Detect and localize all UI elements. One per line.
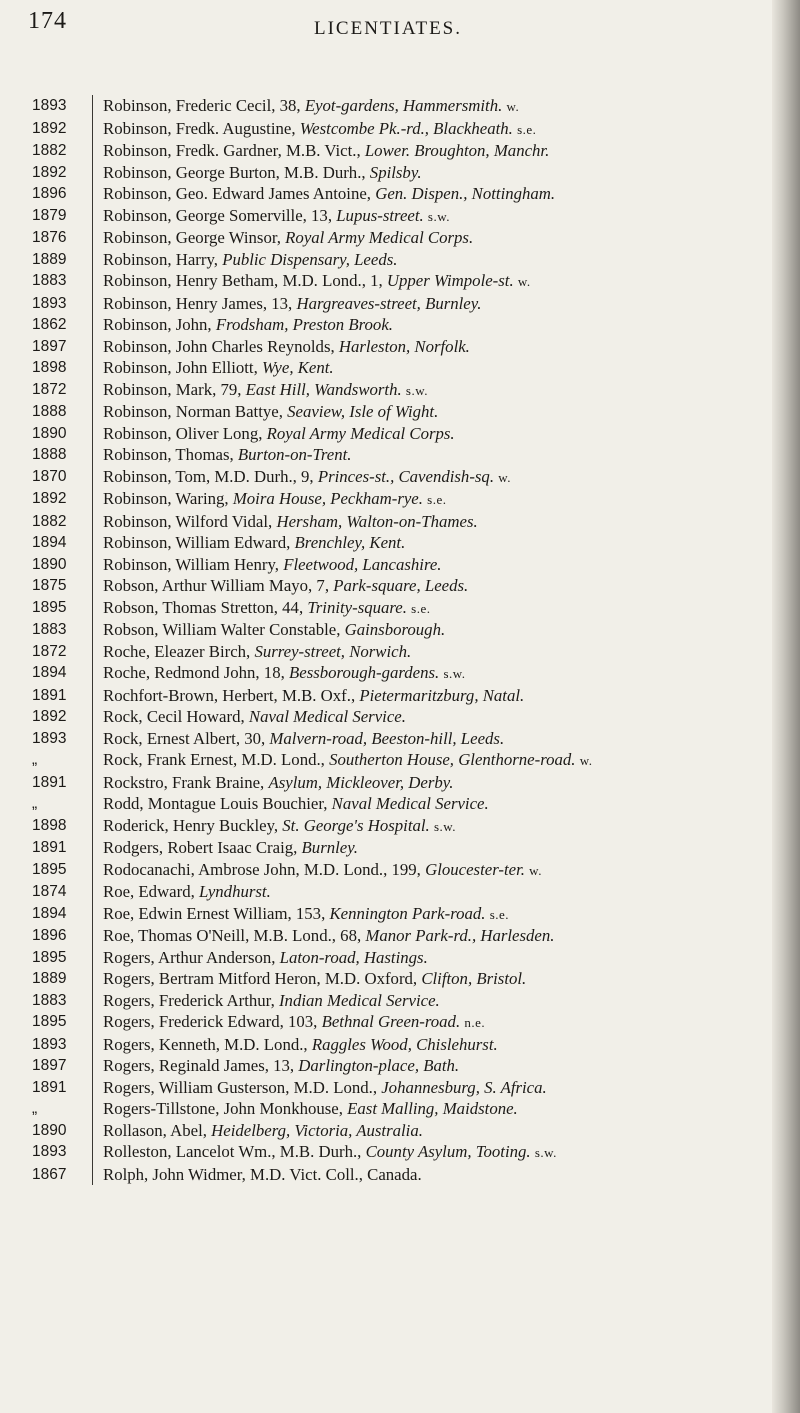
licentiates-list [0, 95, 772, 1185]
entry-name: Rock, Frank Ernest, M.D. Lond., [103, 750, 325, 769]
entry-address: Royal Army Medical Corps. [285, 228, 474, 247]
entry-name: Rochfort-Brown, Herbert, M.B. Oxf., [103, 685, 356, 705]
entry-district: n.e. [464, 1015, 486, 1030]
entry-address: Princes-st., Cavendish-sq. [317, 466, 495, 486]
entry-text [92, 270, 772, 293]
list-item [0, 837, 772, 859]
list-item [0, 270, 772, 293]
entry-year: 1891 [32, 686, 67, 704]
list-item [0, 336, 772, 358]
entry-address: Fleetwood, Lancashire. [283, 554, 442, 574]
entry-name: Roe, Edward, [103, 882, 195, 901]
entry-name: Roe, Thomas O'Neill, M.B. Lond., 68, [103, 926, 362, 945]
list-item [0, 379, 772, 402]
list-item [0, 1164, 772, 1186]
entry-address: Wye, Kent. [261, 358, 334, 377]
list-item [0, 749, 772, 772]
entry-address: Darlington-place, Bath. [298, 1056, 460, 1075]
entry-text [92, 401, 772, 423]
entry-year: 1894 [32, 664, 67, 681]
entry-address: Lower. Broughton, Manchr. [364, 141, 550, 160]
list-item [0, 728, 772, 750]
entry-name: Rogers, Bertram Mitford Heron, M.D. Oxford, [103, 969, 418, 988]
entry-address: Southerton House, Glenthorne-road. [329, 750, 576, 769]
entry-name: Roche, Redmond John, 18, [103, 663, 285, 682]
entry-name: Rogers, Frederick Edward, 103, [103, 1012, 318, 1031]
entry-year: 1883 [32, 621, 67, 638]
entry-year: 1892 [32, 119, 67, 137]
entry-district: s.e. [427, 492, 447, 507]
entry-text [92, 423, 772, 445]
entry-year: 1883 [32, 991, 67, 1009]
entry-text [92, 488, 772, 511]
entry-year: 1875 [32, 577, 67, 594]
entry-text [92, 227, 772, 249]
entry-name: Robinson, Mark, 79, [103, 379, 242, 399]
entry-name: Robinson, William Edward, [103, 533, 291, 552]
entry-year: 1893 [32, 1035, 67, 1053]
list-item [0, 619, 772, 641]
entry-text [92, 140, 772, 162]
entry-year: 1874 [32, 883, 67, 900]
entry-name: Robinson, Fredk. Gardner, M.B. Vict., [103, 141, 361, 160]
list-item [0, 1098, 772, 1120]
entry-name: Rock, Cecil Howard, [103, 707, 245, 726]
entry-address: Naval Medical Service. [331, 794, 489, 813]
entry-name: Rogers, Kenneth, M.D. Lond., [103, 1034, 308, 1054]
list-item [0, 140, 772, 162]
entry-name: Robinson, George Burton, M.B. Durh., [103, 162, 366, 182]
entry-text [92, 118, 772, 141]
entry-text [92, 1077, 772, 1099]
entry-year: 1893 [32, 97, 67, 114]
entry-text [92, 881, 772, 903]
entry-text [92, 162, 772, 184]
entry-text [92, 1034, 772, 1056]
entry-address: Malvern-road, Beeston-hill, Leeds. [269, 728, 505, 748]
entry-district: w. [517, 274, 531, 289]
entry-text [92, 815, 772, 838]
list-item [0, 641, 772, 663]
entry-name: Rodgers, Robert Isaac Craig, [103, 838, 298, 857]
list-item [0, 511, 772, 533]
entry-year: 1862 [32, 316, 67, 333]
entry-district: s.w. [433, 818, 457, 834]
entry-address: Hargreaves-street, Burnley. [296, 293, 482, 313]
entry-text [92, 837, 772, 859]
entry-address: Brenchley, Kent. [294, 533, 406, 552]
list-item [0, 903, 772, 926]
entry-address: Trinity-square. [307, 597, 407, 617]
entry-text [92, 1011, 772, 1034]
entry-district: w. [529, 862, 542, 878]
entry-text [92, 641, 772, 663]
entry-name: Robinson, Fredk. Augustine, [103, 118, 296, 138]
entry-year: 1897 [32, 337, 67, 355]
list-item [0, 662, 772, 685]
entry-name: Rock, Ernest Albert, 30, [103, 728, 266, 748]
entry-district: w. [579, 753, 593, 768]
entry-year: 1888 [32, 403, 67, 420]
list-item [0, 423, 772, 445]
entry-name: Rolph, John Widmer, M.D. Vict. Coll., Canada. [103, 1164, 422, 1184]
entry-year: 1879 [32, 206, 67, 224]
entry-name: Robinson, William Henry, [103, 554, 279, 574]
list-item [0, 314, 772, 336]
entry-year: „ [32, 751, 38, 768]
entry-year: 1883 [32, 272, 67, 289]
entry-name: Robinson, John, [103, 315, 212, 334]
entry-district: s.w. [427, 208, 451, 224]
list-item [0, 444, 772, 466]
list-item [0, 293, 772, 315]
entry-district: w. [498, 469, 512, 485]
list-item [0, 597, 772, 620]
entry-address: Indian Medical Service. [278, 990, 440, 1010]
entry-year: 1895 [32, 1013, 67, 1030]
entry-name: Rolleston, Lancelot Wm., M.B. Durh., [103, 1142, 362, 1161]
entry-year: „ [32, 1100, 38, 1117]
list-item [0, 249, 772, 271]
entry-address: Harleston, Norfolk. [338, 336, 470, 356]
list-item [0, 95, 772, 118]
entry-name: Roche, Eleazer Birch, [103, 641, 251, 661]
list-item [0, 401, 772, 423]
entry-address: Burnley. [301, 838, 358, 857]
entry-name: Rollason, Abel, [103, 1120, 207, 1140]
entry-address: Lyndhurst. [199, 882, 271, 901]
entry-year: 1872 [32, 642, 67, 660]
list-item [0, 1120, 772, 1142]
entry-text [92, 685, 772, 707]
entry-address: Gainsborough. [344, 620, 446, 639]
entry-address: Johannesburg, S. Africa. [381, 1077, 547, 1097]
entry-address: Kennington Park-road. [329, 903, 486, 923]
entry-name: Rogers, Reginald James, 13, [103, 1056, 295, 1075]
entry-district: s.w. [443, 666, 466, 681]
entry-text [92, 95, 772, 118]
entry-year: 1889 [32, 250, 67, 268]
entry-text [92, 990, 772, 1012]
entry-district: s.e. [517, 121, 537, 137]
entry-name: Robinson, John Charles Reynolds, [103, 336, 335, 356]
entry-name: Robinson, Harry, [103, 249, 218, 269]
entry-name: Robson, Thomas Stretton, 44, [103, 597, 304, 617]
entry-year: 1898 [32, 816, 67, 834]
entry-address: Raggles Wood, Chislehurst. [311, 1034, 498, 1054]
list-item [0, 1011, 772, 1034]
entry-year: 1892 [32, 708, 67, 725]
entry-name: Robinson, Geo. Edward James Antoine, [103, 184, 371, 203]
entry-text [92, 749, 772, 772]
entry-year: 1889 [32, 970, 67, 987]
entry-address: Frodsham, Preston Brook. [215, 315, 393, 334]
entry-address: Spilsby. [369, 162, 422, 182]
entry-year: 1890 [32, 555, 67, 573]
entry-address: Public Dispensary, Leeds. [222, 249, 398, 269]
entry-address: Upper Wimpole-st. [386, 271, 514, 290]
page-number: 174 [28, 8, 67, 34]
list-item [0, 205, 772, 228]
list-item [0, 706, 772, 728]
entry-district: s.e. [489, 906, 510, 922]
list-item [0, 532, 772, 554]
entry-address: Burton-on-Trent. [237, 445, 352, 464]
entry-name: Roe, Edwin Ernest William, 153, [103, 903, 326, 923]
list-item [0, 162, 772, 184]
entry-address: Lupus-street. [336, 205, 424, 225]
entry-name: Robson, William Walter Constable, [103, 620, 341, 639]
list-item [0, 793, 772, 815]
entry-year: 1892 [32, 163, 67, 181]
entry-text [92, 379, 772, 402]
entry-text [92, 706, 772, 728]
entry-name: Rockstro, Frank Braine, [103, 772, 265, 792]
list-item [0, 815, 772, 838]
list-item [0, 1077, 772, 1099]
entry-name: Robinson, Frederic Cecil, 38, [103, 96, 301, 115]
entry-year: 1893 [32, 294, 67, 312]
entry-text [92, 249, 772, 271]
entry-address: Clifton, Bristol. [421, 969, 527, 988]
entry-year: 1882 [32, 142, 67, 159]
entry-text [92, 772, 772, 794]
entry-year: 1896 [32, 927, 67, 944]
entry-address: Pietermaritzburg, Natal. [359, 685, 525, 705]
entry-address: St. George's Hospital. [282, 815, 430, 835]
entry-year: 1872 [32, 380, 67, 398]
entry-text [92, 357, 772, 379]
running-title: LICENTIATES. [313, 18, 462, 39]
list-item [0, 118, 772, 141]
entry-address: Gen. Dispen., Nottingham. [375, 184, 556, 203]
entry-text [92, 1098, 772, 1120]
entry-year: „ [32, 795, 38, 812]
entry-year: 1895 [32, 598, 67, 616]
entry-address: Gloucester-ter. [425, 859, 525, 879]
entry-year: 1891 [32, 773, 67, 791]
entry-address: Park-square, Leeds. [333, 576, 469, 595]
list-item [0, 357, 772, 379]
entry-text [92, 183, 772, 205]
list-item [0, 881, 772, 903]
entry-address: Royal Army Medical Corps. [266, 423, 455, 443]
list-item [0, 772, 772, 794]
entry-district: s.e. [411, 600, 431, 616]
entry-name: Roderick, Henry Buckley, [103, 815, 279, 835]
list-item [0, 1055, 772, 1077]
entry-address: Hersham, Walton-on-Thames. [276, 511, 478, 531]
list-item [0, 575, 772, 597]
entry-text [92, 466, 772, 489]
page-header [28, 8, 748, 48]
entry-name: Rogers, Arthur Anderson, [103, 947, 276, 967]
entry-text [92, 336, 772, 358]
list-item [0, 947, 772, 969]
entry-text [92, 444, 772, 466]
entry-name: Robinson, George Somerville, 13, [103, 205, 333, 225]
entry-text [92, 314, 772, 336]
entry-name: Rodocanachi, Ambrose John, M.D. Lond., 199, [103, 859, 421, 879]
entry-year: 1892 [32, 490, 67, 507]
entry-address: Naval Medical Service. [248, 707, 406, 726]
entry-year: 1897 [32, 1057, 67, 1074]
entry-name: Robinson, Henry James, 13, [103, 293, 293, 313]
entry-text [92, 903, 772, 926]
entry-text [92, 1055, 772, 1077]
list-item [0, 488, 772, 511]
entry-address: Manor Park-rd., Harlesden. [365, 926, 555, 945]
entry-address: East Malling, Maidstone. [347, 1099, 518, 1118]
entry-address: Asylum, Mickleover, Derby. [268, 772, 454, 792]
entry-text [92, 619, 772, 641]
entry-text [92, 947, 772, 969]
entry-name: Rogers, Frederick Arthur, [103, 990, 275, 1010]
entry-district: w. [506, 99, 520, 114]
entry-district: s.w. [405, 382, 428, 398]
entry-text [92, 662, 772, 685]
list-item [0, 1034, 772, 1056]
entry-name: Rogers, William Gusterson, M.D. Lond., [103, 1077, 378, 1097]
entry-year: 1867 [32, 1165, 67, 1183]
entry-address: Moira House, Peckham-rye. [232, 489, 423, 508]
entry-text [92, 575, 772, 597]
list-item [0, 554, 772, 576]
entry-text [92, 293, 772, 315]
entry-address: Eyot-gardens, Hammersmith. [304, 96, 503, 115]
entry-name: Robinson, Thomas, [103, 445, 234, 464]
entry-year: 1893 [32, 729, 67, 747]
entry-year: 1896 [32, 185, 67, 202]
entry-year: 1898 [32, 359, 67, 376]
entry-year: 1895 [32, 860, 67, 878]
entry-text [92, 532, 772, 554]
entry-name: Robson, Arthur William Mayo, 7, [103, 576, 330, 595]
entry-year: 1894 [32, 904, 67, 922]
entry-year: 1891 [32, 1078, 67, 1096]
entry-address: Seaview, Isle of Wight. [287, 402, 439, 421]
entry-text [92, 597, 772, 620]
entry-year: 1870 [32, 467, 67, 485]
entry-year: 1888 [32, 446, 67, 463]
entry-address: County Asylum, Tooting. [365, 1142, 531, 1161]
entry-name: Robinson, Wilford Vidal, [103, 511, 273, 531]
entry-name: Rodd, Montague Louis Bouchier, [103, 794, 328, 813]
entry-address: Bethnal Green-road. [321, 1012, 461, 1031]
entry-text [92, 793, 772, 815]
entry-address: Heidelberg, Victoria, Australia. [211, 1120, 423, 1140]
entry-text [92, 859, 772, 882]
entry-name: Robinson, Tom, M.D. Durh., 9, [103, 466, 314, 486]
entry-year: 1893 [32, 1143, 67, 1160]
entry-name: Rogers-Tillstone, John Monkhouse, [103, 1099, 343, 1118]
list-item [0, 925, 772, 947]
list-item [0, 968, 772, 990]
page-edge-shadow [772, 0, 800, 1413]
entry-text [92, 1164, 772, 1186]
entry-text [92, 554, 772, 576]
entry-address: Bessborough-gardens. [289, 663, 440, 682]
entry-year: 1882 [32, 512, 67, 530]
entry-name: Robinson, Oliver Long, [103, 423, 263, 443]
entry-text [92, 511, 772, 533]
entry-text [92, 205, 772, 228]
entry-name: Robinson, Henry Betham, M.D. Lond., 1, [103, 271, 383, 290]
entry-year: 1895 [32, 948, 67, 966]
list-item [0, 685, 772, 707]
entry-text [92, 925, 772, 947]
list-item [0, 990, 772, 1012]
list-item [0, 183, 772, 205]
entry-district: s.w. [534, 1145, 557, 1160]
list-item [0, 1141, 772, 1164]
entry-year: 1876 [32, 229, 67, 246]
entry-text [92, 728, 772, 750]
entry-name: Robinson, Norman Battye, [103, 402, 283, 421]
entry-year: 1891 [32, 839, 67, 856]
entry-text [92, 1141, 772, 1164]
list-item [0, 466, 772, 489]
entry-name: Robinson, John Elliott, [103, 358, 258, 377]
entry-year: 1890 [32, 1121, 67, 1139]
entry-address: East Hill, Wandsworth. [245, 379, 402, 399]
entry-name: Robinson, Waring, [103, 489, 229, 508]
entry-year: 1890 [32, 424, 67, 442]
entry-address: Surrey-street, Norwich. [254, 641, 412, 661]
entry-address: Laton-road, Hastings. [279, 947, 428, 967]
entry-address: Westcombe Pk.-rd., Blackheath. [299, 118, 513, 138]
entry-year: 1894 [32, 534, 67, 551]
entry-text [92, 1120, 772, 1142]
list-item [0, 227, 772, 249]
list-item [0, 859, 772, 882]
entry-name: Robinson, George Winsor, [103, 228, 281, 247]
entry-text [92, 968, 772, 990]
